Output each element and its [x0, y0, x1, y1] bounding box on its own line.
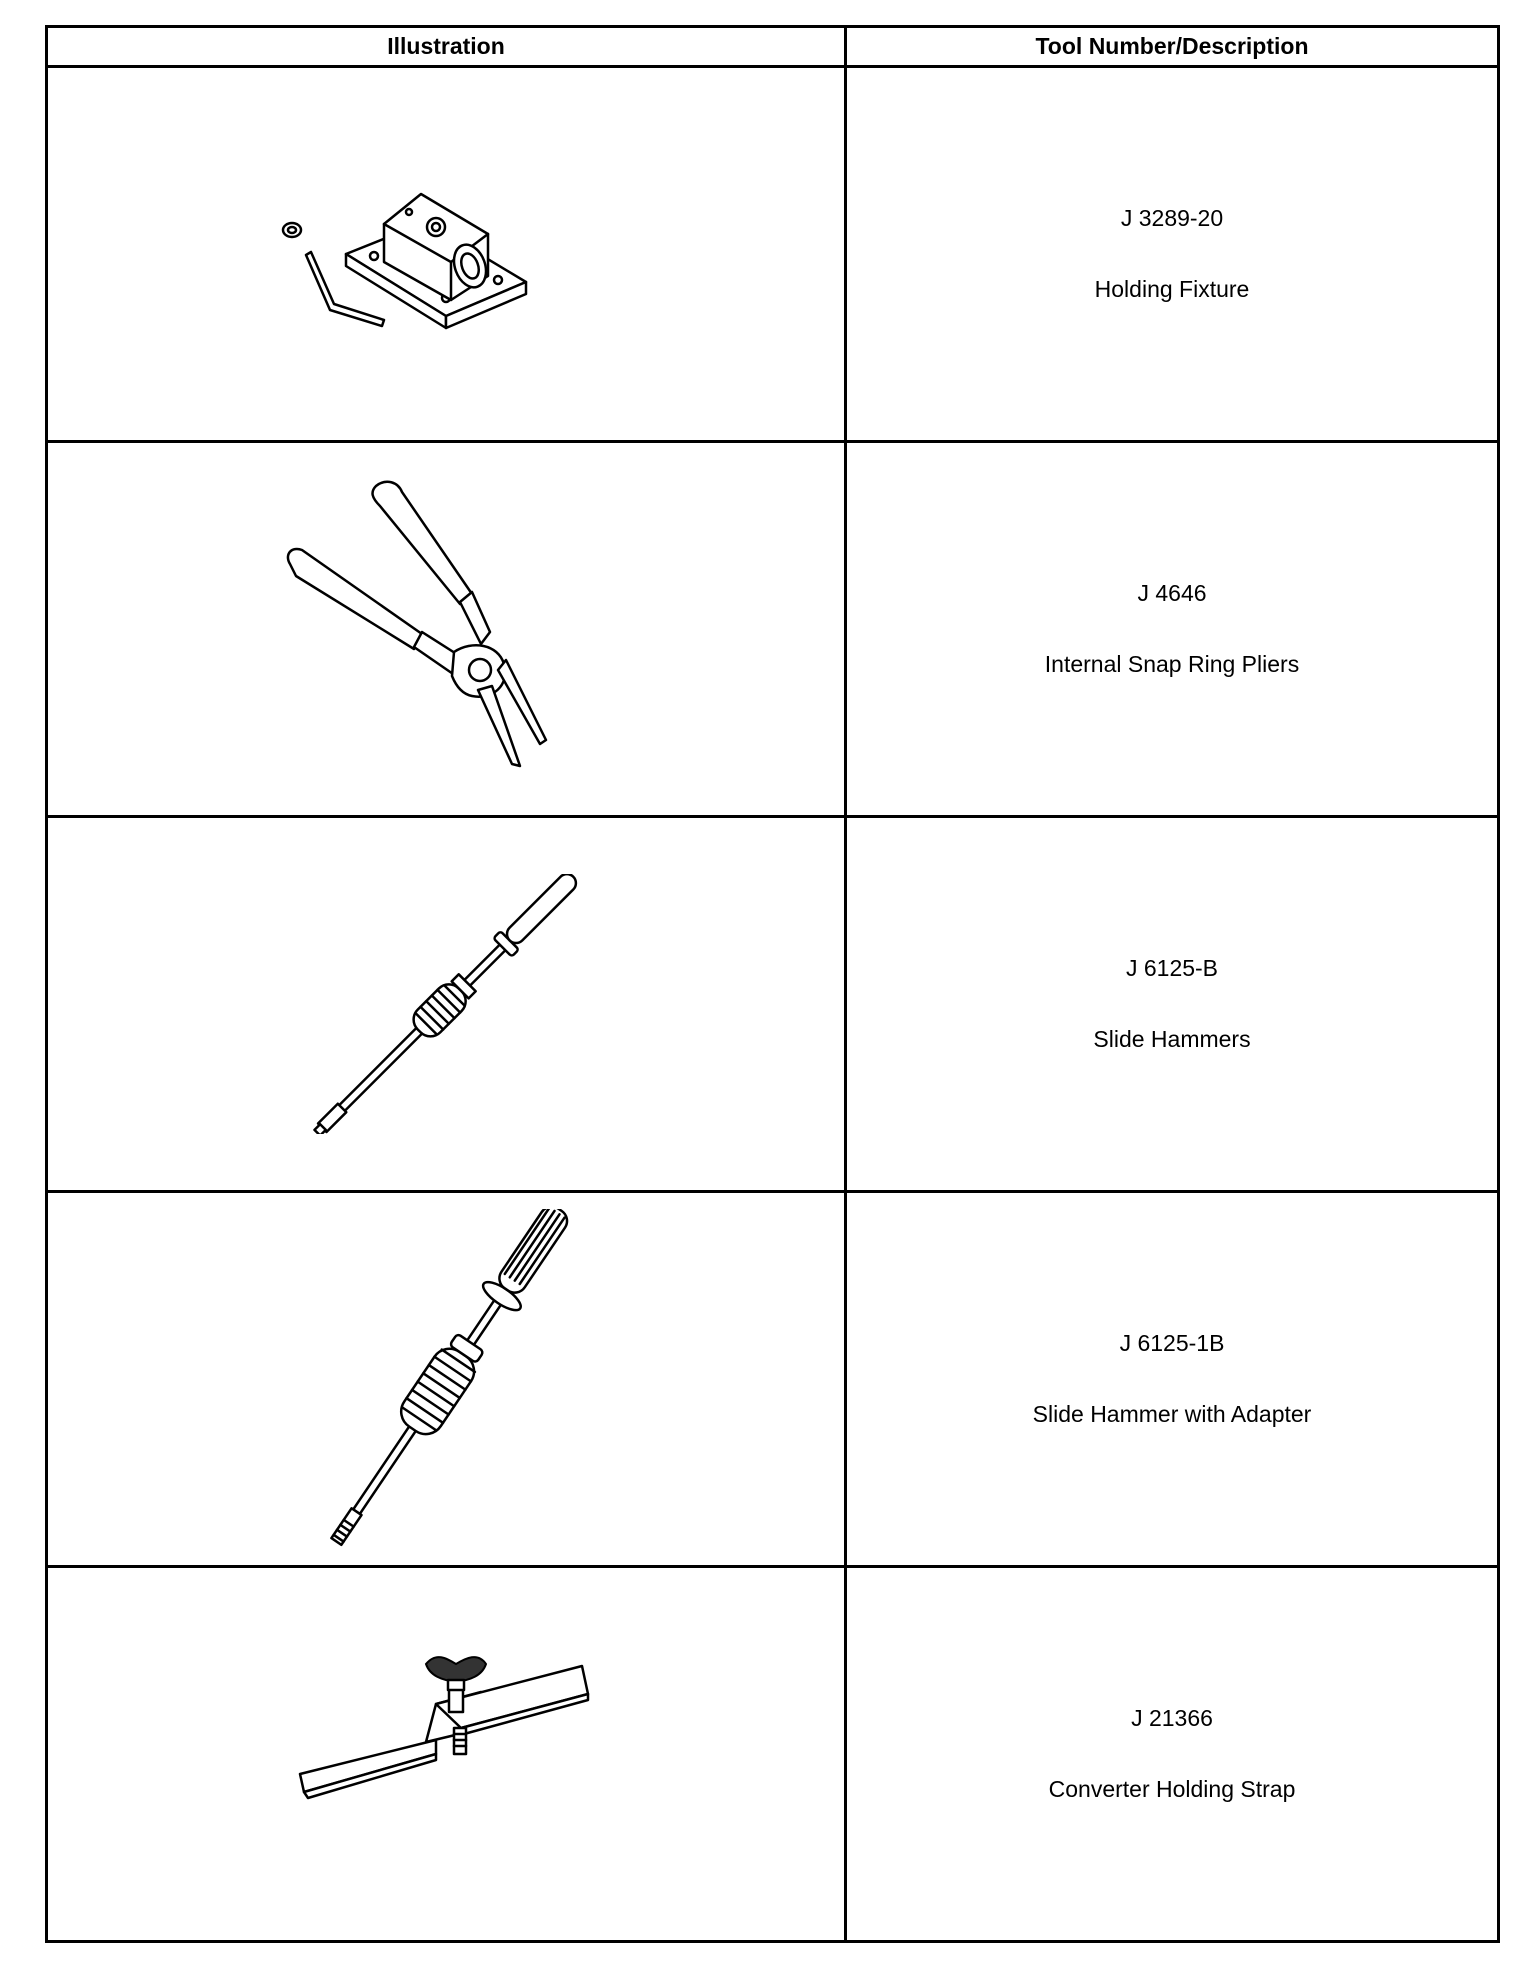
tool-header: Tool Number/Description: [846, 27, 1499, 67]
illustration-cell: [47, 1567, 846, 1942]
table-row: [47, 442, 1499, 817]
description-cell: [846, 1567, 1499, 1942]
table-row: [47, 817, 1499, 1192]
tool-number: J 6125-B: [1125, 955, 1219, 981]
tool-description: Internal Snap Ring Pliers: [1044, 651, 1300, 677]
tool-description: Slide Hammer with Adapter: [1032, 1401, 1312, 1427]
illustration-cell: [47, 1192, 846, 1567]
tool-description: Converter Holding Strap: [1048, 1776, 1296, 1802]
tool-number: J 3289-20: [1120, 205, 1224, 231]
slide-hammer-icon: [296, 874, 596, 1134]
table-row: [47, 1567, 1499, 1942]
tool-description: Slide Hammers: [1093, 1026, 1251, 1052]
holding-fixture-icon: [276, 154, 616, 354]
converter-holding-strap-icon: [286, 1644, 606, 1864]
tool-description: Holding Fixture: [1094, 276, 1250, 302]
tool-number: J 4646: [1137, 580, 1207, 606]
description-cell: [846, 1192, 1499, 1567]
illustration-cell: [47, 67, 846, 442]
tools-table: [45, 25, 1500, 1943]
slide-hammer-adapter-icon: [286, 1209, 606, 1549]
tool-number: J 21366: [1131, 1705, 1213, 1731]
table-row: [47, 67, 1499, 442]
header-row: [47, 27, 1499, 67]
description-cell: [846, 67, 1499, 442]
illustration-header: Illustration: [47, 27, 846, 67]
table-row: [47, 1192, 1499, 1567]
description-cell: [846, 442, 1499, 817]
description-cell: [846, 817, 1499, 1192]
illustration-cell: [47, 442, 846, 817]
illustration-cell: [47, 817, 846, 1192]
snap-ring-pliers-icon: [276, 474, 616, 784]
tool-number: J 6125-1B: [1119, 1330, 1225, 1356]
